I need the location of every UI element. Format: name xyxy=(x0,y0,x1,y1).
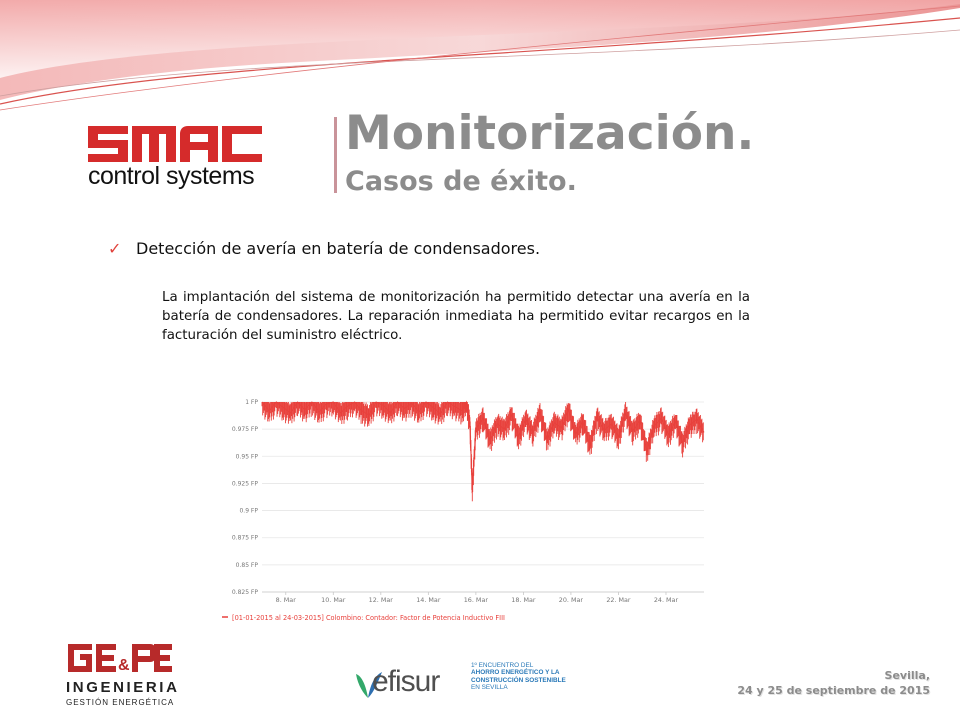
page-subtitle: Casos de éxito. xyxy=(345,166,577,197)
header-wave-decoration xyxy=(0,0,960,120)
y-tick-label: 0.9 FP xyxy=(239,507,258,515)
y-tick-label: 0.825 FP xyxy=(231,589,258,596)
event-location-date xyxy=(737,668,930,698)
bullet-item xyxy=(108,238,540,260)
event-dates: 24 y 25 de septiembre de 2015 xyxy=(737,684,930,697)
y-tick-label: 0.875 FP xyxy=(231,534,258,542)
description-paragraph: La implantación del sistema de monitorización ha permitido detectar una avería en la batería de condensadores. La reparación inmediata ha permitido evitar recargos en la facturación del suministro eléctrico. xyxy=(162,290,750,343)
x-tick-label: 12. Mar xyxy=(368,596,393,604)
efisur-wordmark: efisur xyxy=(372,665,440,698)
bullet-text: Detección de avería en batería de condensadores. xyxy=(136,239,541,258)
svg-text:&: & xyxy=(118,657,130,674)
legend-label: [01-01-2015 al 24-03-2015] Colombino: Contador: Factor de Potencia Inductivo FIII xyxy=(232,614,505,622)
event-line: CONSTRUCCIÓN SOSTENIBLE xyxy=(471,676,566,684)
smac-logo-tagline: control systems xyxy=(88,162,255,190)
y-tick-label: 0.925 FP xyxy=(231,480,258,488)
x-tick-label: 20. Mar xyxy=(558,596,584,604)
x-tick-label: 8. Mar xyxy=(275,596,296,604)
gepe-tagline: GESTIÓN ENERGÉTICA xyxy=(66,698,175,707)
y-tick-label: 0.85 FP xyxy=(235,561,258,569)
x-tick-label: 22. Mar xyxy=(606,596,631,604)
gepe-logo-mark xyxy=(66,640,174,676)
title-divider xyxy=(334,117,337,193)
checkmark-icon: ✓ xyxy=(108,239,122,258)
x-tick-label: 14. Mar xyxy=(416,596,441,604)
y-tick-label: 0.975 FP xyxy=(231,426,258,434)
x-tick-label: 16. Mar xyxy=(463,596,489,604)
x-tick-label: 10. Mar xyxy=(321,596,346,604)
event-description xyxy=(471,662,566,692)
chart-legend xyxy=(222,614,505,622)
event-line: EN SEVILLA xyxy=(471,684,508,692)
x-tick-label: 18. Mar xyxy=(511,596,536,604)
event-line: AHORRO ENERGÉTICO Y LA xyxy=(471,669,560,677)
y-tick-label: 1 FP xyxy=(245,399,258,406)
x-tick-label: 24. Mar xyxy=(653,596,679,604)
event-location: Sevilla, xyxy=(884,669,930,682)
power-factor-chart xyxy=(220,386,706,626)
smac-logo-mark xyxy=(86,122,266,166)
gepe-company-name: INGENIERIA xyxy=(66,679,180,696)
page-title: Monitorización. xyxy=(345,106,755,161)
event-line: 1º ENCUENTRO DEL xyxy=(471,662,534,669)
y-tick-label: 0.95 FP xyxy=(235,453,258,461)
